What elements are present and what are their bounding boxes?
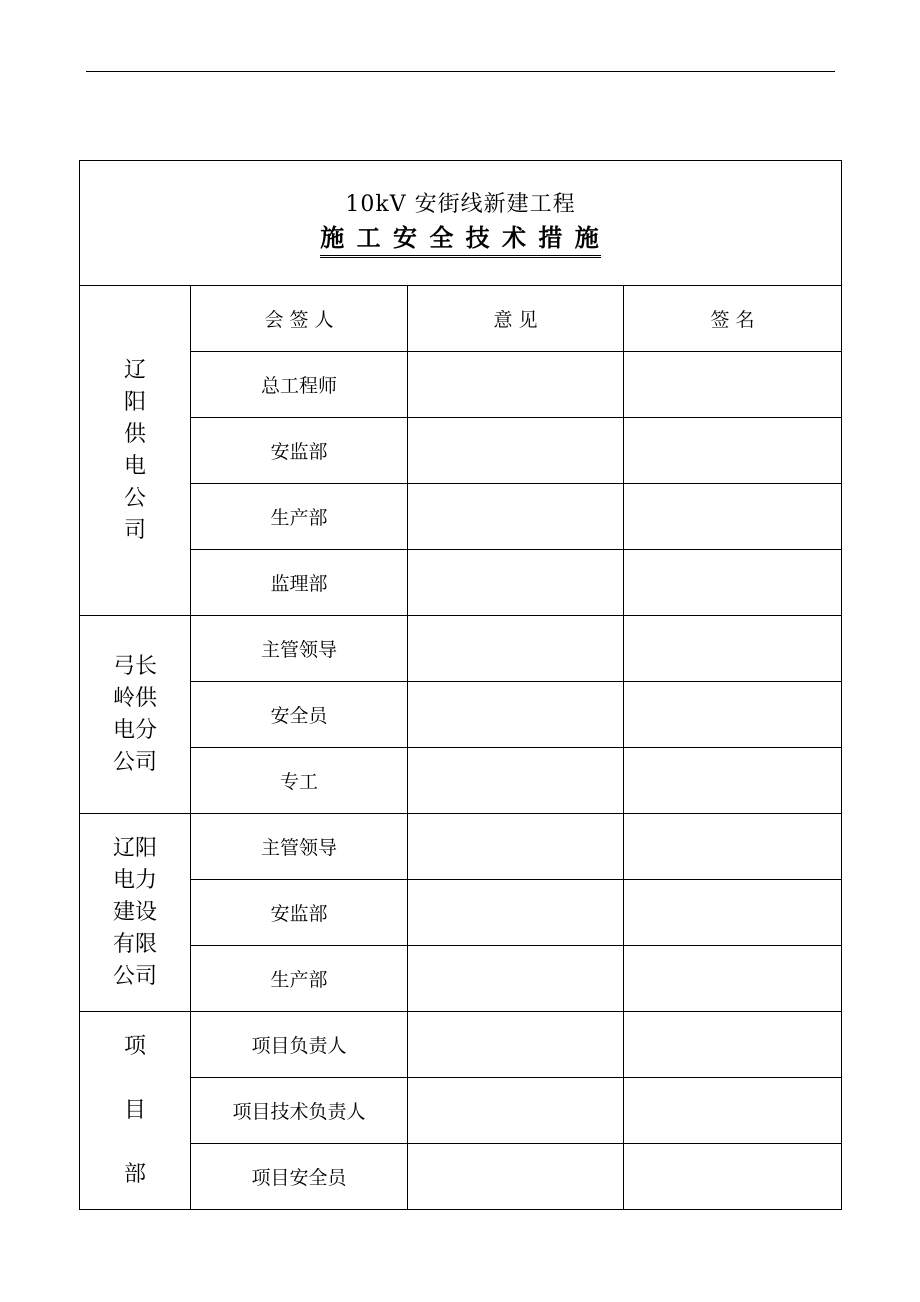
opinion-field[interactable] — [408, 550, 624, 616]
role-label: 生产部 — [191, 484, 408, 550]
header-rule — [86, 71, 835, 72]
role-label: 监理部 — [191, 550, 408, 616]
role-label: 安监部 — [191, 418, 408, 484]
signature-field[interactable] — [624, 484, 842, 550]
role-label: 项目技术负责人 — [191, 1078, 408, 1144]
signature-field[interactable] — [624, 1078, 842, 1144]
signature-field[interactable] — [624, 1012, 842, 1078]
signature-field[interactable] — [624, 880, 842, 946]
column-header-signature: 签 名 — [624, 286, 842, 352]
opinion-field[interactable] — [408, 748, 624, 814]
role-label: 生产部 — [191, 946, 408, 1012]
opinion-field[interactable] — [408, 1012, 624, 1078]
role-label: 安监部 — [191, 880, 408, 946]
signature-field[interactable] — [624, 418, 842, 484]
role-label: 主管领导 — [191, 616, 408, 682]
org-cell — [80, 1012, 191, 1210]
org-cell — [80, 286, 191, 616]
role-label: 专工 — [191, 748, 408, 814]
signature-field[interactable] — [624, 946, 842, 1012]
project-title: 10kV 安街线新建工程 — [345, 191, 576, 217]
signature-field[interactable] — [624, 616, 842, 682]
opinion-field[interactable] — [408, 1078, 624, 1144]
role-label: 项目负责人 — [191, 1012, 408, 1078]
opinion-field[interactable] — [408, 418, 624, 484]
signature-field[interactable] — [624, 352, 842, 418]
opinion-field[interactable] — [408, 616, 624, 682]
opinion-field[interactable] — [408, 484, 624, 550]
role-label: 总工程师 — [191, 352, 408, 418]
opinion-field[interactable] — [408, 814, 624, 880]
signature-field[interactable] — [624, 550, 842, 616]
org-cell — [80, 814, 191, 1012]
org-name: 辽阳供电公司 — [124, 357, 147, 543]
org-name: 项目部 — [124, 1033, 147, 1187]
signature-field[interactable] — [624, 814, 842, 880]
role-label: 安全员 — [191, 682, 408, 748]
opinion-field[interactable] — [408, 682, 624, 748]
role-label: 项目安全员 — [191, 1144, 408, 1210]
signature-field[interactable] — [624, 1144, 842, 1210]
role-label: 主管领导 — [191, 814, 408, 880]
opinion-field[interactable] — [408, 946, 624, 1012]
signature-field[interactable] — [624, 748, 842, 814]
column-header-opinion: 意 见 — [408, 286, 624, 352]
signature-field[interactable] — [624, 682, 842, 748]
sign-off-table — [79, 160, 842, 1210]
column-header-signer: 会 签 人 — [191, 286, 408, 352]
org-name: 辽阳电力建设有限公司 — [113, 835, 158, 989]
document-title: 施 工 安 全 技 术 措 施 — [320, 221, 601, 258]
org-name: 弓长岭供电分公司 — [113, 653, 158, 775]
opinion-field[interactable] — [408, 880, 624, 946]
org-cell — [80, 616, 191, 814]
opinion-field[interactable] — [408, 1144, 624, 1210]
title-cell — [80, 161, 842, 286]
opinion-field[interactable] — [408, 352, 624, 418]
